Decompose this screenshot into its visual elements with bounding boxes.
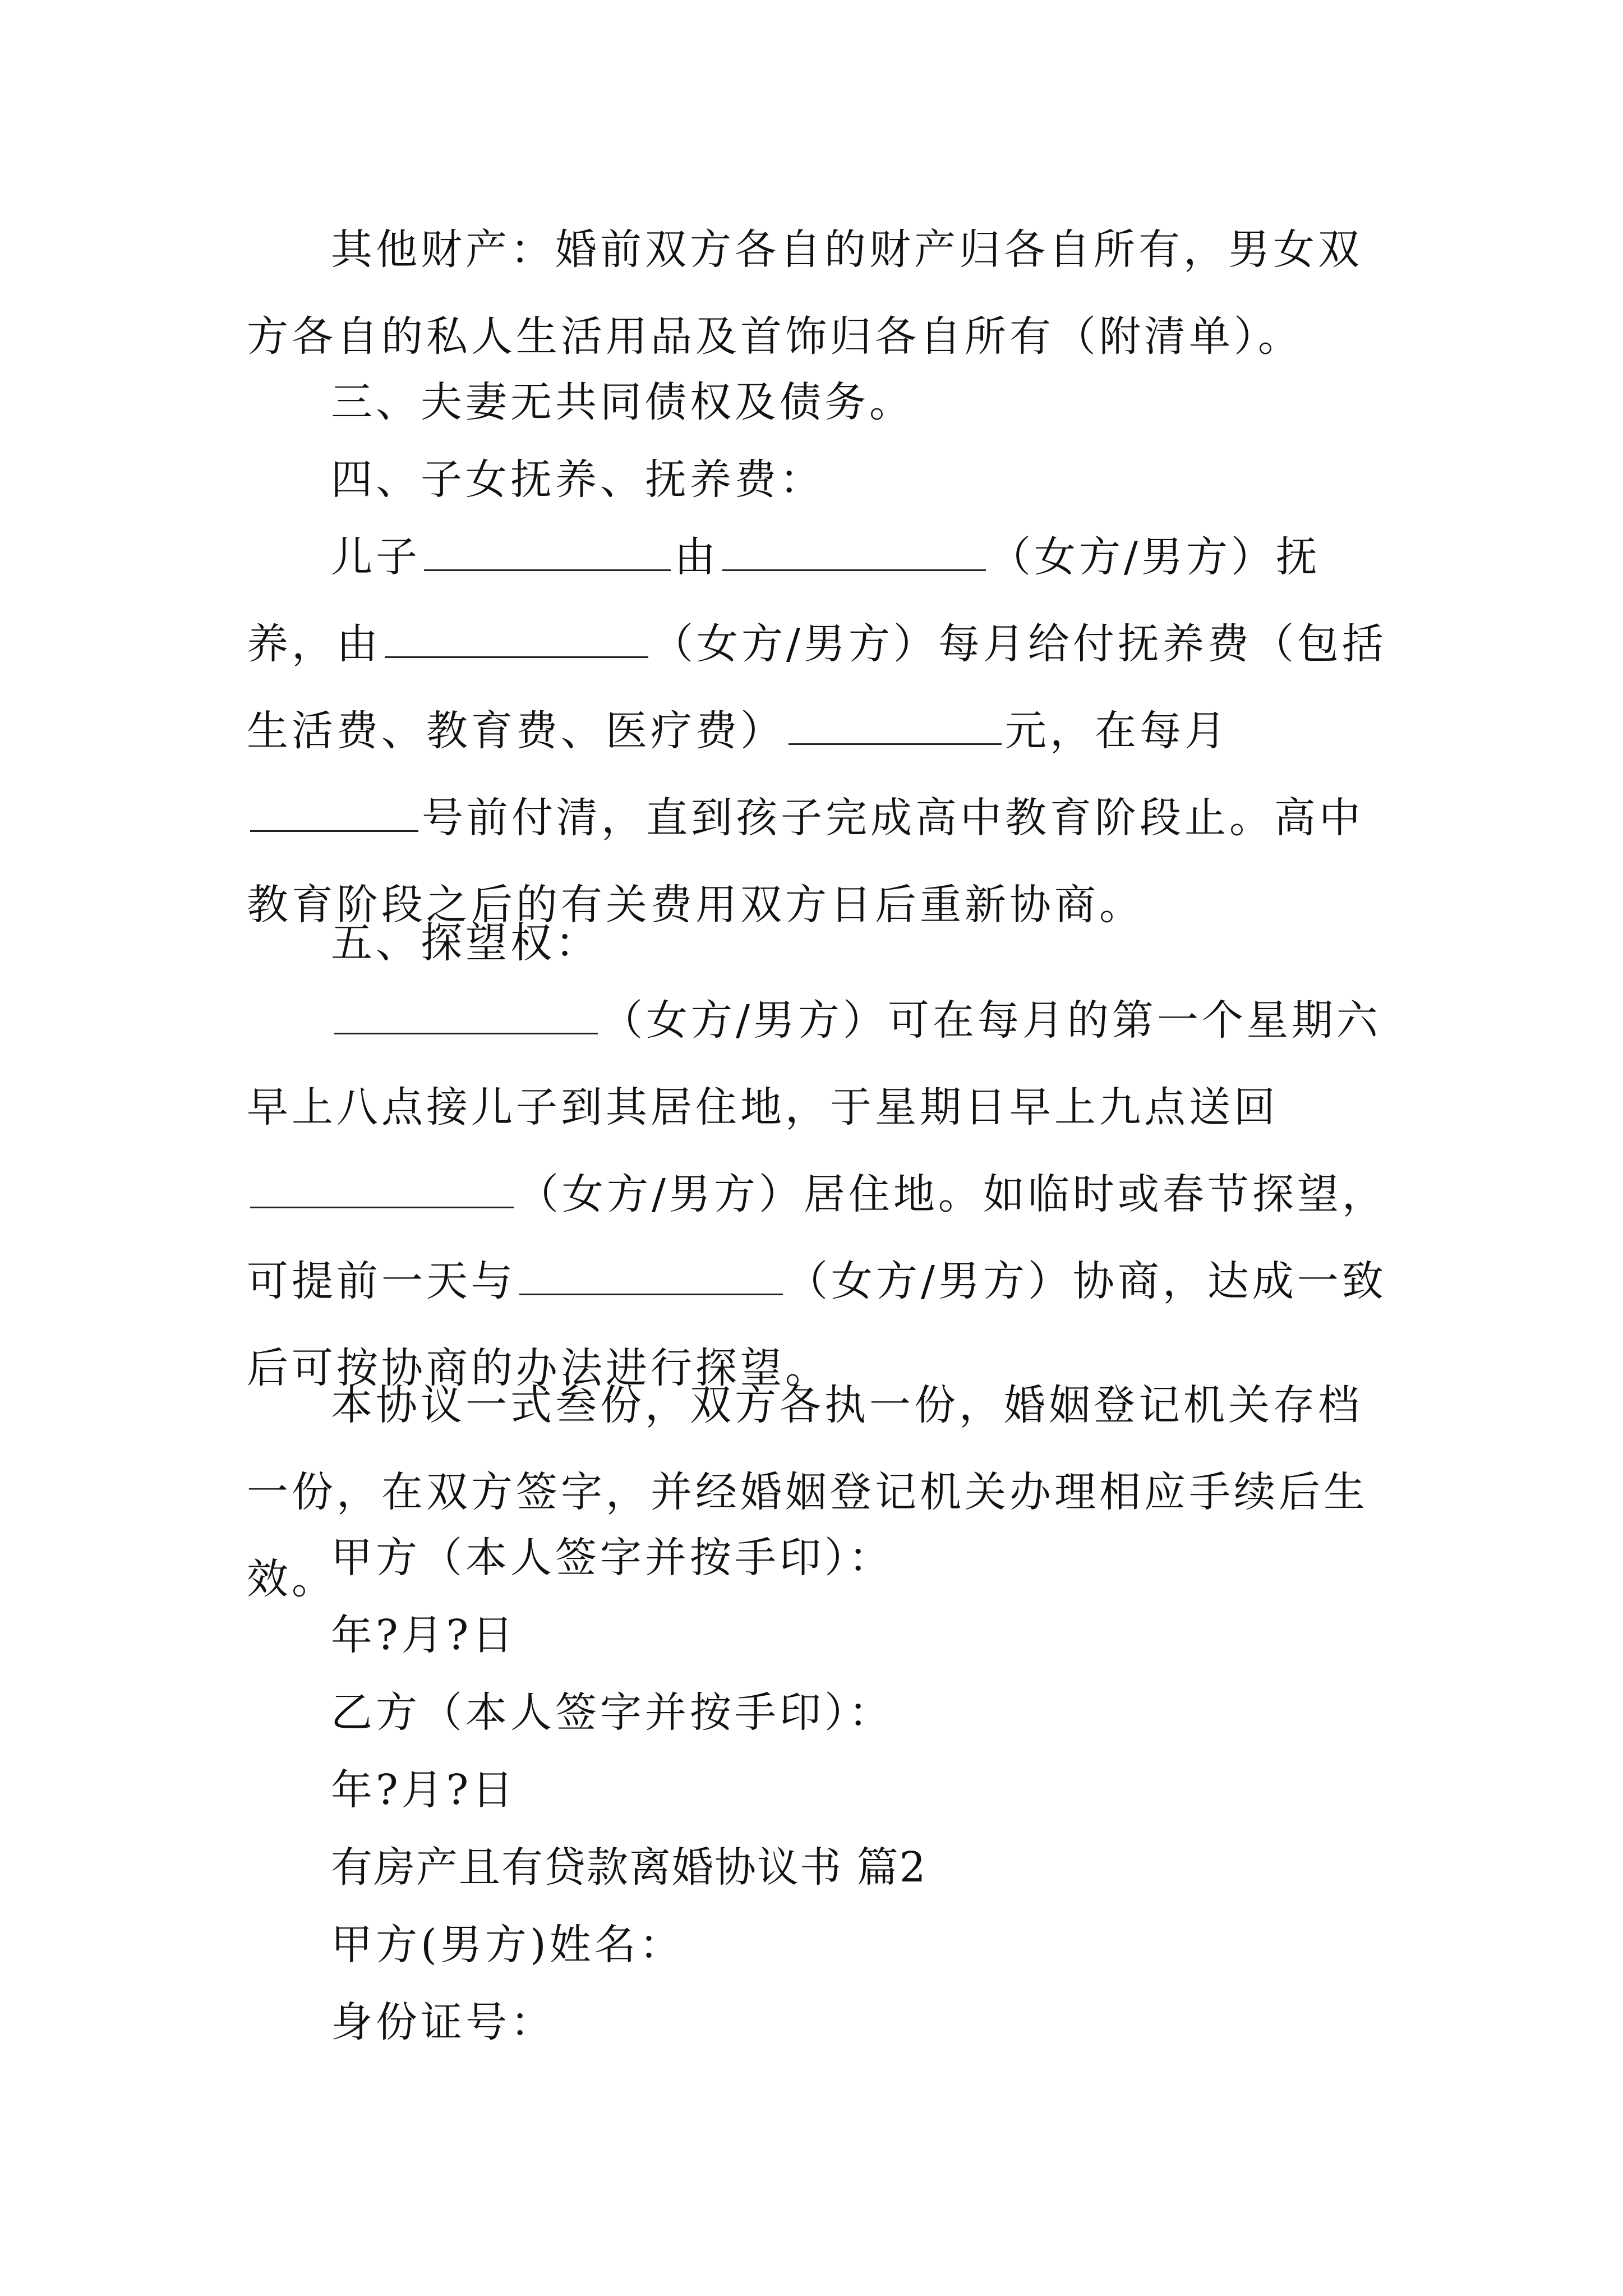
party-a-name-line: 甲方(男方)姓名： xyxy=(331,1921,684,1969)
visit-text-3: （女方/男方）协商，达成一致后可按协商的办法进行探望。 xyxy=(247,1257,1387,1392)
child-text-3: （女方/男方）抚养，由 xyxy=(247,533,1321,668)
visit-text-1: （女方/男方）可在每月的第一个星期六早上八点接儿子到其居住地，于星期日早上九点送回 xyxy=(247,996,1381,1131)
blank-consult-with xyxy=(519,1257,783,1295)
blank-payer xyxy=(385,619,648,658)
blank-amount xyxy=(789,706,1002,745)
child-text-1: 儿子 xyxy=(331,533,421,581)
child-text-2: 由 xyxy=(674,533,719,581)
blank-day xyxy=(250,793,418,832)
visit-text-2: （女方/男方）居住地。如临时或春节探望，可提前一天与 xyxy=(247,1170,1387,1305)
party-a-signature-line: 甲方（本人签字并按手印）： xyxy=(331,1534,893,1582)
section-title: 有房产且有贷款离婚协议书 篇2 xyxy=(331,1843,927,1892)
child-text-4: （女方/男方）每月给付抚养费（包括生活费、教育费、医疗费） xyxy=(247,620,1387,755)
heading-visitation: 五、探望权： xyxy=(331,919,600,967)
paragraph-copies: 本协议一式叁份，双方各执一份，婚姻登记机关存档一份，在双方签字，并经婚姻登记机关办理相应手续后生效。 xyxy=(247,1381,1368,1603)
paragraph-child-support xyxy=(247,514,1391,949)
paragraph-debt: 三、夫妻无共同债权及债务。 xyxy=(331,378,914,426)
blank-return-to xyxy=(250,1170,514,1208)
id-number-line: 身份证号： xyxy=(331,1998,555,2046)
child-text-5: 元，在每月 xyxy=(1005,707,1229,755)
party-b-signature-line: 乙方（本人签字并按手印）： xyxy=(331,1688,893,1737)
blank-custodian xyxy=(722,532,986,571)
blank-child-name xyxy=(424,532,671,571)
party-b-date: 年?月?日 xyxy=(331,1766,517,1814)
blank-visitor xyxy=(334,996,598,1034)
heading-child-support: 四、子女抚养、抚养费： xyxy=(331,455,824,504)
paragraph-other-property: 其他财产：婚前双方各自的财产归各自所有，男女双方各自的私人生活用品及首饰归各自所有（附清单）。 xyxy=(247,226,1363,361)
paragraph-visitation xyxy=(247,977,1391,1412)
child-text-6: 号前付清，直到孩子完成高中教育阶段止。高中教育阶段之后的有关费用双方日后重新协商。 xyxy=(247,794,1364,929)
party-a-date: 年?月?日 xyxy=(331,1611,517,1659)
